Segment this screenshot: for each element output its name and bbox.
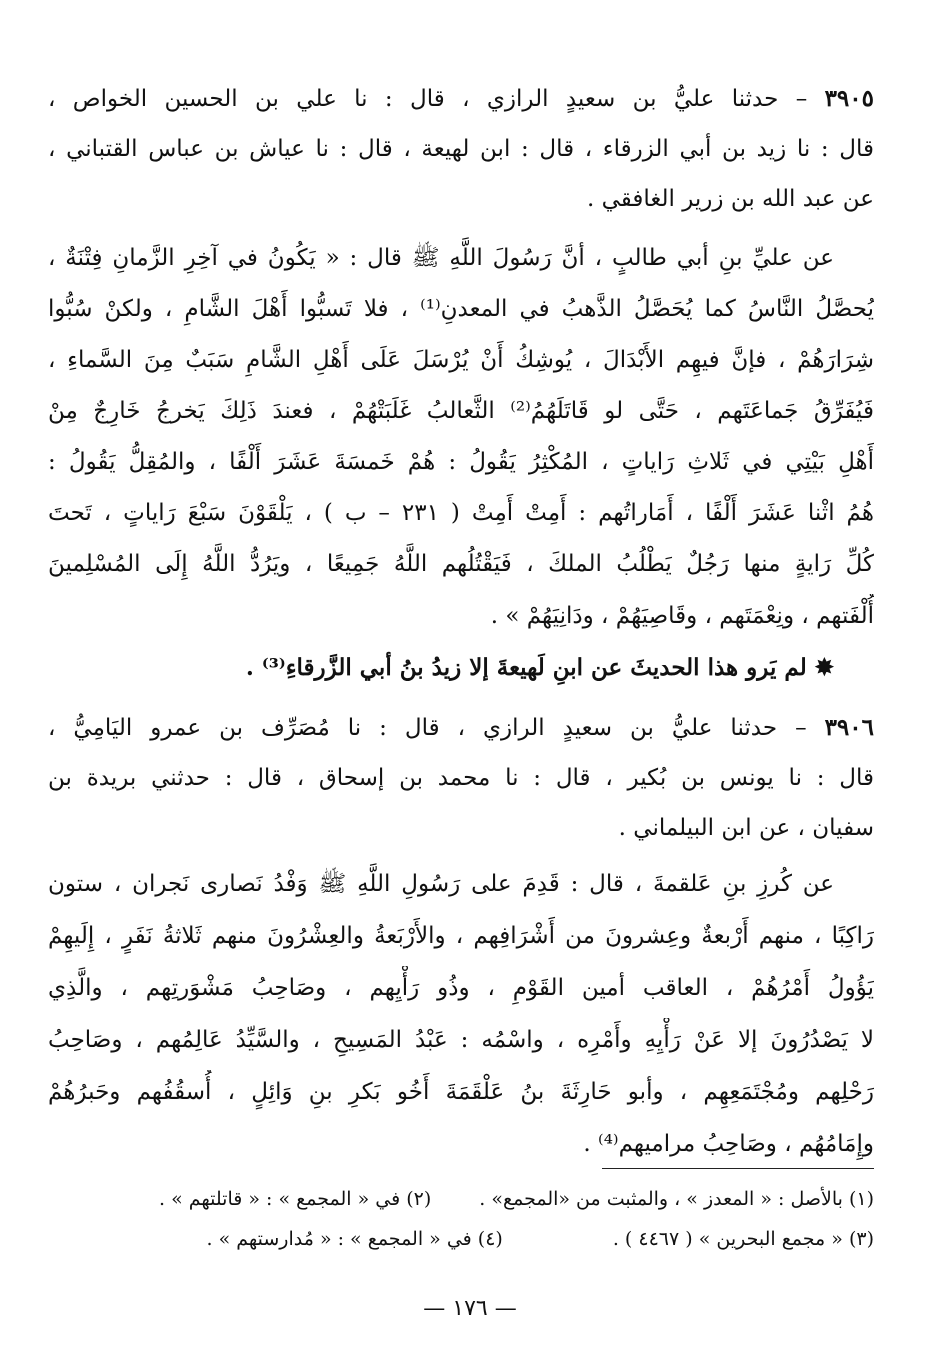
star-marker-icon: ✸ (814, 654, 834, 681)
footnotes-line-1 (48, 1182, 874, 1216)
hadith-3905-isnad-line-2: قال : نا زيد بن أبي الزرقاء ، قال : ابن لهيعة ، قال : نا عياش بن عباس القتباني ، (48, 136, 874, 162)
hadith-3905-text-line: كُلِّ رَايةٍ منها رَجُلٌ يَطْلُبُ الملكَ ، فَيَقْتُلُهم اللَّهُ جَمِيعًا ، ويَرُدُّ اللَّهُ إِلَى المُسْلِمينَ (48, 551, 874, 577)
hadith-3906-text-line: رَحْلِهم ومُجْتَمَعِهِم ، وأبو حَارِثَةَ بنُ عَلْقَمَةَ أَخُو بَكرِ بنِ وَائِلٍ ، أُسقُفُهم وحَبرُهُمْ (48, 1079, 874, 1105)
hadith-3905-text-line: يُحصَّلُ النَّاسُ كما يُحَصَّلُ الذَّهبُ في المعدنِ⁽¹⁾ ، فلا تَسبُّوا أَهْلَ الشَّامِ ، ولكنْ سُبُّوا (48, 296, 874, 322)
hadith-3906-text-line: يَؤُولُ أَمْرُهُمْ ، العاقب أمين القَوْمِ ، وذُو رَأْيِهم ، وصَاحِبُ مَشْوَرتِهم ، والَّذِي (48, 975, 874, 1001)
hadith-3906-text-line: وإِمَامُهُم ، وصَاحِبُ مراميهم⁽⁴⁾ . (583, 1131, 874, 1157)
hadith-3906-isnad-line-1 (48, 706, 874, 750)
hadith-number: ٣٩٠٦ (824, 714, 874, 741)
hadith-number: ٣٩٠٥ (824, 85, 874, 112)
hadith-3906-text-line: رَاكِبًا ، منهم أَرْبعةٌ وعِشرونَ من أَشْرَافِهم ، والأَرْبَعةُ والعِشْرُونَ منهم ثَلاثةُ نَفَرٍ ، إِلَيهِمْ (48, 923, 874, 949)
hadith-3905-text-line: أُلْفَتهم ، ونِعْمَتَهم ، وقَاصِيَهُمْ ، ودَانِيَهُمْ » . (490, 603, 874, 629)
hadith-3905-text-line: فَيُفَرِّقُ جَماعَتَهم ، حَتَّى لو قَاتَلَهُمُ⁽²⁾ الثَّعالبُ غَلَبَتْهُمْ ، فعندَ ذَلِكَ يَخرجُ خَارِجٌ مِنْ (48, 398, 874, 424)
footnote-4: (٤) في « المجمع » : « مُدارستهم » . (206, 1228, 503, 1250)
hadith-3905-text-line: عن عليِّ بنِ أبي طالبٍ ، أنَّ رَسُولَ اللَّهِ ﷺ قال : « يَكُونُ في آخِرِ الزَّمانِ فِتْنَةٌ ، (48, 245, 834, 271)
page-number: — ١٧٦ — (423, 1296, 517, 1321)
hadith-3906-text-line: لا يَصْدُرُونَ إلا عَنْ رَأْيِهِ وأَمْرِه ، واسْمُه : عَبْدُ المَسِيحِ ، والسَّيِّدُ عَالِمُهم ، وصَاحِبُ (48, 1027, 874, 1053)
footnote-1: (١) بالأصل : « المعدز » ، والمثبت من «المجمع» . (479, 1188, 874, 1210)
isnad-text: – حدثنا عليُّ بن سعيدٍ الرازي ، قال : نا علي بن الحسين الخواص ، (48, 86, 808, 112)
hadith-3905-isnad-line-3: عن عبد الله بن زرير الغافقي . (586, 186, 874, 212)
hadith-3905-note (48, 646, 874, 690)
footnote-3: (٣) « مجمع البحرين » ( ٤٤٦٧ ) . (612, 1228, 874, 1250)
hadith-3906-isnad-line-2: قال : نا يونس بن بُكير ، قال : نا محمد بن إسحاق ، قال : حدثني بريدة بن (48, 765, 874, 791)
hadith-3905-text-line: شِرَارَهُمْ ، فإنَّ فيهِم الأَبْدَالَ ، يُوشِكُ أَنْ يُرْسَلَ عَلَى أَهْلِ الشَّامِ سَبَبٌ مِنَ السَّماءِ ، (48, 347, 874, 373)
hadith-3905-text-line: هُمُ اثْنا عَشَرَ أَلْفًا ، أَمَاراتُهم : أَمِتْ أَمِتْ ( ٢٣١ – ب ) ، يَلْقَوْنَ سَبْعَ رَاياتٍ ، تَحتَ (48, 500, 874, 526)
isnad-text: – حدثنا عليُّ بن سعيدٍ الرازي ، قال : نا مُصَرِّف بن عمرو اليَامِيُّ ، (48, 715, 807, 741)
hadith-3906-isnad-line-3: سفيان ، عن ابن البيلماني . (618, 815, 874, 841)
hadith-3906-text-line: عن كُرزِ بنِ عَلقمةَ ، قال : قَدِمَ على رَسُولِ اللَّهِ ﷺ وَفْدُ نَصارى نَجران ، ستون (48, 871, 834, 897)
note-text: لم يَرو هذا الحديثَ عن ابنِ لَهيعةَ إلا زيدُ بنُ أبي الزَّرقاءِ⁽³⁾ . (245, 654, 807, 681)
footnotes-line-2 (48, 1222, 874, 1256)
footnote-divider (602, 1168, 874, 1169)
footnote-2: (٢) في « المجمع » : « قاتلتهم » . (158, 1188, 432, 1210)
hadith-3905-isnad-line-1 (48, 77, 874, 121)
hadith-3905-text-line: أَهْلِ بَيْتِي في ثَلاثِ رَاياتٍ ، المُكْثِرُ يَقُولُ : هُمْ خَمسَةَ عَشَرَ أَلْفًا ، والمُقِلُّ يَقُولُ : (48, 449, 874, 475)
